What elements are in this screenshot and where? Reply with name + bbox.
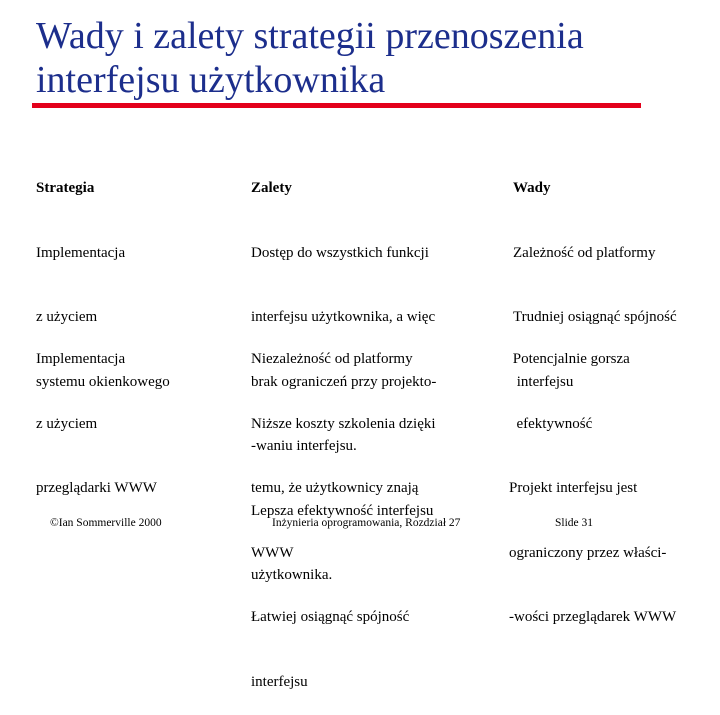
footer-slide-number: Slide 31 xyxy=(555,517,594,529)
row-2-cons-line: efektywność xyxy=(509,415,593,432)
slide-title xyxy=(36,14,696,102)
row-1-strategy-line: systemu okienkowego xyxy=(36,373,170,390)
header-cons: Wady xyxy=(513,180,551,196)
footer-book: Inżynieria oprogramowania, Rozdział 27 xyxy=(272,517,461,529)
row-2-cons-line: Potencjalnie gorsza xyxy=(509,351,630,367)
row-2-pros-line: interfejsu xyxy=(251,673,308,690)
header-pros: Zalety xyxy=(251,180,292,196)
row-2-strategy-cell xyxy=(36,306,157,521)
row-2-strategy-line: Implementacja xyxy=(36,351,126,367)
row-1-pros-line: Lepsza efektywność interfejsu xyxy=(251,502,434,519)
header-strategy: Strategia xyxy=(36,180,95,196)
row-1-strategy-line: Implementacja xyxy=(36,244,126,261)
row-2-pros-line: temu, że użytkownicy znają xyxy=(251,480,419,496)
row-1-pros-line: interfejsu użytkownika, a więc xyxy=(251,309,436,325)
footer-author: ©Ian Sommerville 2000 xyxy=(50,517,162,529)
row-1-pros-line: brak ograniczeń przy projekto- xyxy=(251,373,437,390)
row-2-cons-line: ograniczony przez właści- xyxy=(509,544,667,561)
row-1-pros-line: Dostęp do wszystkich funkcji xyxy=(251,244,429,261)
row-2-pros-line: Niższe koszty szkolenia dzięki xyxy=(251,415,436,432)
row-2-strategy-line: przeglądarki WWW xyxy=(36,480,157,496)
row-1-pros-line: -waniu interfejsu. xyxy=(251,438,357,454)
row-2-cons-cell xyxy=(509,306,676,650)
row-1-cons-line: interfejsu xyxy=(513,373,574,390)
slide-title-line-2: interfejsu użytkownika xyxy=(36,59,386,101)
row-2-pros-line: Niezależność od platformy xyxy=(251,351,413,367)
row-1-pros-line: użytkownika. xyxy=(251,567,333,583)
row-1-cons-line: Zależność od platformy xyxy=(513,244,656,261)
row-1-strategy-line: z użyciem xyxy=(36,309,98,325)
row-2-pros-line: WWW xyxy=(251,544,294,561)
row-2-pros-line: Łatwiej osiągnąć spójność xyxy=(251,609,410,625)
row-2-cons-line: -wości przeglądarek WWW xyxy=(509,609,677,625)
row-2-strategy-line: z użyciem xyxy=(36,415,98,432)
row-1-cons-line: Trudniej osiągnąć spójność xyxy=(513,309,677,325)
slide-title-line-1: Wady i zalety strategii przenoszenia xyxy=(36,15,584,57)
row-2-cons-line: Projekt interfejsu jest xyxy=(509,480,638,496)
row-2-pros-cell xyxy=(251,306,436,715)
title-underline xyxy=(32,103,641,108)
